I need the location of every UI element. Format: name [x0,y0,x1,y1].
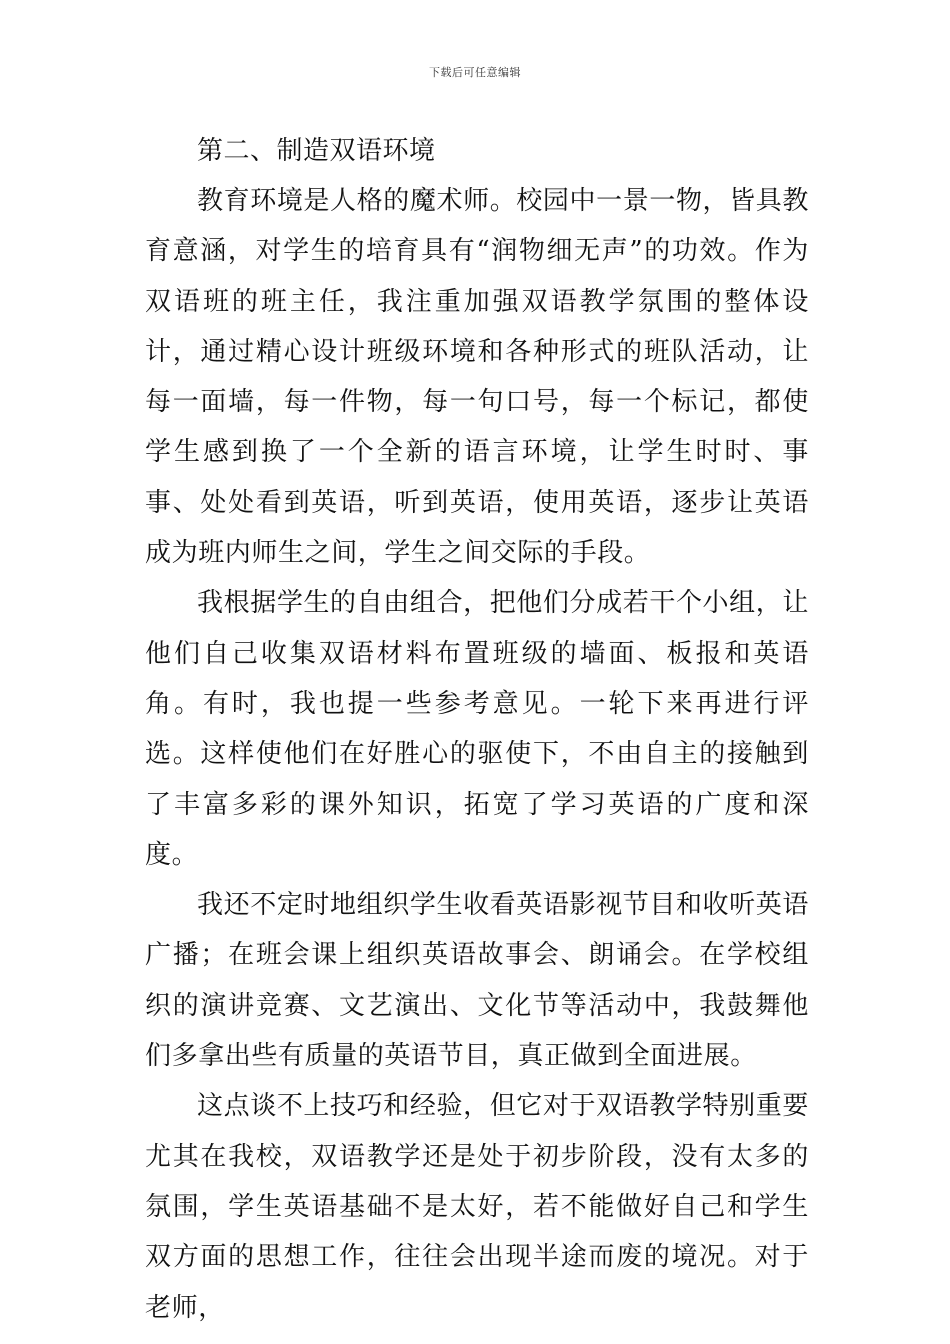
document-body [145,126,809,1333]
page-header: 下载后可任意编辑 [429,66,521,79]
paragraph-groups: 我根据学生的自由组合，把他们分成若干个小组，让他们自己收集双语材料布置班级的墙面、板报和英语角。有时，我也提一些参考意见。一轮下来再进行评选。这样使他们在好胜心的驱使下，不由自主的接触到了丰富多彩的课外知识，拓宽了学习英语的广度和深度。 [145,588,809,870]
section-heading: 第二、制造双语环境 [197,136,436,166]
paragraph-activities: 我还不定时地组织学生收看英语影视节目和收听英语广播；在班会课上组织英语故事会、朗诵会。在学校组织的演讲竞赛、文艺演出、文化节等活动中，我鼓舞他们多拿出些有质量的英语节目，真正做到全面进展。 [145,890,809,1072]
paragraph-importance: 这点谈不上技巧和经验，但它对于双语教学特别重要尤其在我校，双语教学还是处于初步阶段，没有太多的氛围，学生英语基础不是太好，若不能做好自己和学生双方面的思想工作，往往会出现半途而废的境况。对于老师， [145,1091,809,1323]
paragraph-environment: 教育环境是人格的魔术师。校园中一景一物，皆具教育意涵，对学生的培育具有“润物细无声”的功效。作为双语班的班主任，我注重加强双语教学氛围的整体设计，通过精心设计班级环境和各种形式的班队活动，让每一面墙，每一件物，每一句口号，每一个标记，都使学生感到换了一个全新的语言环境，让学生时时、事事、处处看到英语，听到英语，使用英语，逐步让英语成为班内师生之间，学生之间交际的手段。 [145,186,809,569]
